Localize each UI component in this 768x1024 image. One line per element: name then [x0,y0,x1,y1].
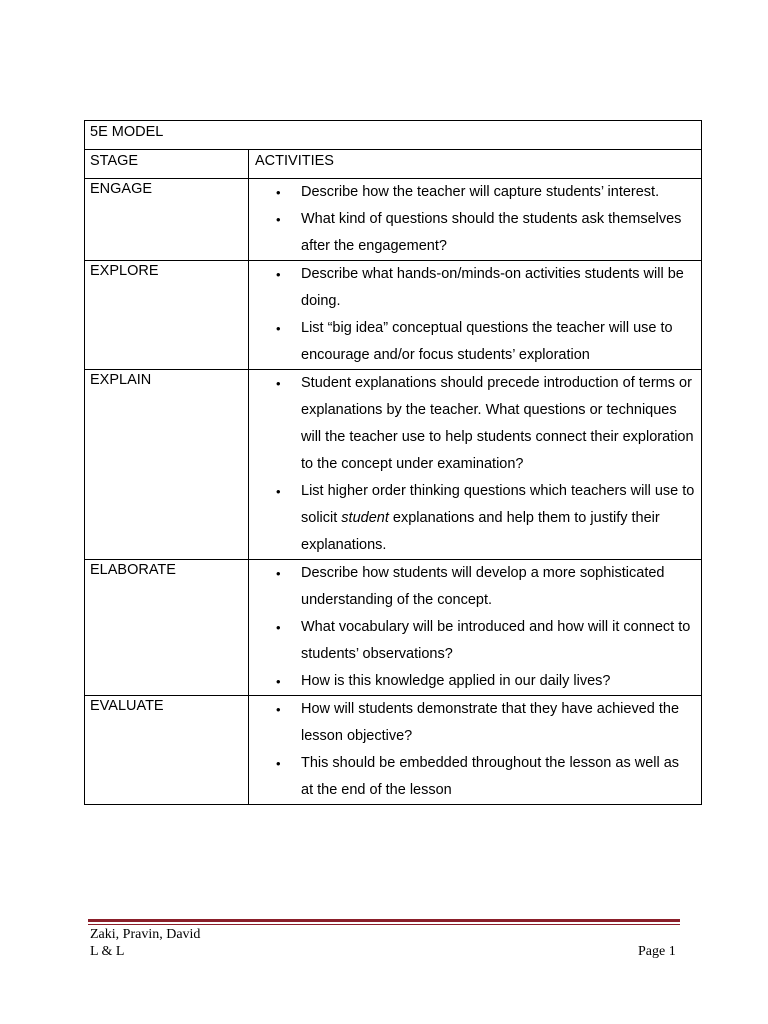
table-header-row [85,150,702,179]
activity-item [249,261,695,315]
header-stage: STAGE [85,150,249,179]
footer-rule-thin [88,924,680,925]
stage-activities [249,179,702,261]
activity-item [249,696,695,750]
bullet-icon: • [276,267,281,282]
activity-item [249,370,695,478]
five-e-model-table [84,120,702,805]
activity-item [249,315,695,369]
page-number: Page 1 [638,944,676,959]
activity-text: How will students demonstrate that they have achieved the lesson objective? [301,701,680,744]
stage-name: ELABORATE [85,560,249,696]
activity-text: How is this knowledge applied in our daily lives? [301,673,611,689]
stage-activities [249,560,702,696]
activity-item [249,560,695,614]
activity-list [249,370,695,559]
activity-item [249,478,695,559]
stage-activities [249,261,702,370]
bullet-icon: • [276,185,281,200]
footer-authors: Zaki, Pravin, David [90,927,201,942]
activity-list [249,261,695,369]
activity-text: List higher order thinking questions which teachers will use to solicit [301,483,695,526]
table-title-row [85,121,702,150]
activity-list [249,560,695,695]
activity-text: List “big idea” conceptual questions the teacher will use to encourage and/or focus students’ exploration [301,320,673,363]
table-title: 5E MODEL [85,121,702,150]
activity-text: What vocabulary will be introduced and how will it connect to students’ observations? [301,619,691,662]
activity-text: Describe how students will develop a more sophisticated understanding of the concept. [301,565,665,608]
bullet-icon: • [276,566,281,581]
bullet-icon: • [276,756,281,771]
activity-emphasis: student [341,510,389,526]
activity-text: What kind of questions should the students ask themselves after the engagement? [301,211,682,254]
stage-name: EXPLAIN [85,370,249,560]
stage-row-explain [85,370,702,560]
stage-name: EVALUATE [85,696,249,805]
bullet-icon: • [276,321,281,336]
activity-text: Student explanations should precede introduction of terms or explanations by the teacher. What questions or techniques will the teacher use to help students connect their exploration to the concept under examination? [301,375,694,472]
stage-row-explore [85,261,702,370]
activity-item [249,668,695,695]
bullet-icon: • [276,620,281,635]
bullet-icon: • [276,484,281,499]
stage-name: EXPLORE [85,261,249,370]
stage-row-elaborate [85,560,702,696]
bullet-icon: • [276,376,281,391]
footer-course: L & L [90,944,125,959]
activity-list [249,696,695,804]
bullet-icon: • [276,702,281,717]
stage-activities [249,370,702,560]
activity-text: explanations and help them to justify their explanations. [301,510,660,553]
activity-item [249,179,695,206]
bullet-icon: • [276,212,281,227]
bullet-icon: • [276,674,281,689]
stage-name: ENGAGE [85,179,249,261]
activity-item [249,614,695,668]
activity-list [249,179,695,260]
stage-row-evaluate [85,696,702,805]
activity-item [249,206,695,260]
activity-item [249,750,695,804]
activity-text: Describe how the teacher will capture students’ interest. [301,184,660,200]
header-activities: ACTIVITIES [249,150,702,179]
stage-activities [249,696,702,805]
footer-rule-thick [88,919,680,922]
activity-text: Describe what hands-on/minds-on activities students will be doing. [301,266,684,309]
activity-text: This should be embedded throughout the lesson as well as at the end of the lesson [301,755,680,798]
stage-row-engage [85,179,702,261]
